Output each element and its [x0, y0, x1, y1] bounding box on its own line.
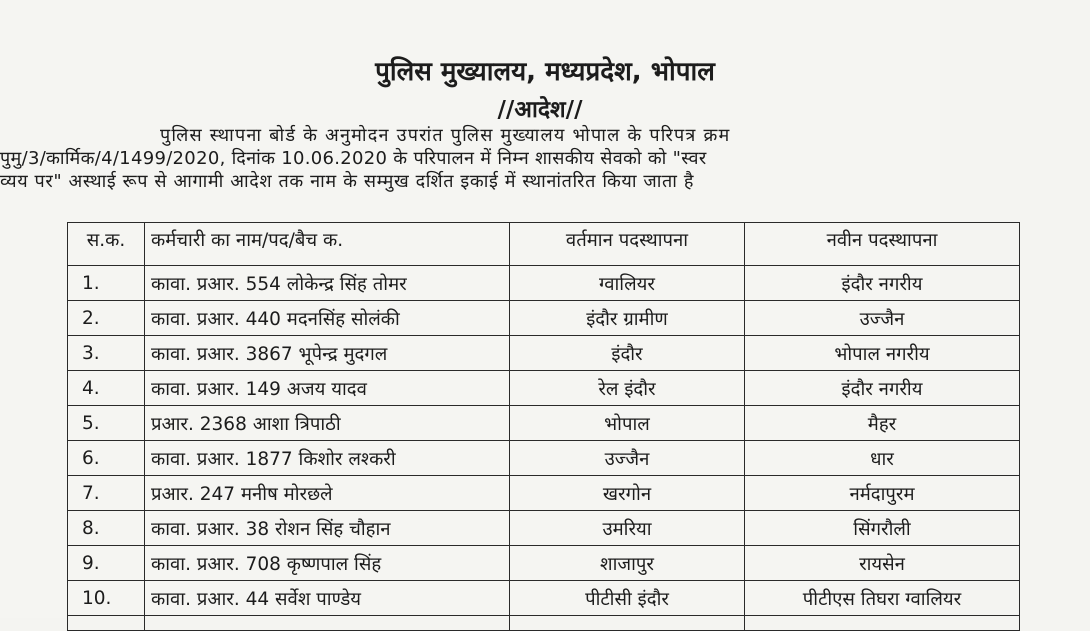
- header-employee: कर्मचारी का नाम/पद/बैच क.: [145, 223, 510, 266]
- table-row: [68, 406, 1020, 441]
- office-title: पुलिस मुख्यालय, मध्यप्रदेश, भोपाल: [375, 57, 715, 87]
- paragraph-line-3: व्यय पर" अस्थाई रूप से आगामी आदेश तक नाम के सम्मुख दर्शित इकाई में स्थानांतरित किया जाता है: [0, 171, 695, 192]
- row-serial: 9.: [68, 546, 145, 581]
- row-current-posting: उज्जैन: [510, 441, 745, 476]
- row-employee: कावा. प्रआर. 38 रोशन सिंह चौहान: [145, 511, 510, 546]
- paragraph-line-1: पुलिस स्थापना बोर्ड के अनुमोदन उपरांत पुलिस मुख्यालय भोपाल के परिपत्र क्रम: [160, 125, 731, 146]
- row-serial: 2.: [68, 301, 145, 336]
- row-new-posting: पीटीएस तिघरा ग्वालियर: [745, 581, 1020, 616]
- row-new-posting: रायसेन: [745, 546, 1020, 581]
- row-serial: 1.: [68, 266, 145, 301]
- row-serial: 5.: [68, 406, 145, 441]
- row-new-posting: धार: [745, 441, 1020, 476]
- table-row: [68, 336, 1020, 371]
- row-serial: 6.: [68, 441, 145, 476]
- table-row: [68, 581, 1020, 616]
- paragraph-line-2: पुमु/3/कार्मिक/4/1499/2020, दिनांक 10.06.2020 के परिपालन में निम्न शासकीय सेवको को "स्वर: [0, 148, 707, 169]
- order-paragraph: [0, 124, 940, 193]
- row-current-posting: खरगोन: [510, 476, 745, 511]
- table-row: [68, 301, 1020, 336]
- row-new-posting: भोपाल नगरीय: [745, 336, 1020, 371]
- transfer-table: [67, 222, 1020, 631]
- header-serial: स.क.: [68, 223, 145, 266]
- table-row-cut-off: [68, 616, 1020, 631]
- row-serial: 3.: [68, 336, 145, 371]
- row-employee: प्रआर. 247 मनीष मोरछले: [145, 476, 510, 511]
- row-employee: कावा. प्रआर. 149 अजय यादव: [145, 371, 510, 406]
- row-employee: कावा. प्रआर. 440 मदनसिंह सोलंकी: [145, 301, 510, 336]
- row-new-posting: सिंगरौली: [745, 511, 1020, 546]
- row-new-posting: उज्जैन: [745, 301, 1020, 336]
- row-employee: कावा. प्रआर. 554 लोकेन्द्र सिंह तोमर: [145, 266, 510, 301]
- order-heading: //आदेश//: [497, 97, 583, 123]
- row-current-posting: इंदौर ग्रामीण: [510, 301, 745, 336]
- row-new-posting: इंदौर नगरीय: [745, 266, 1020, 301]
- row-serial: 10.: [68, 581, 145, 616]
- row-employee: कावा. प्रआर. 708 कृष्णपाल सिंह: [145, 546, 510, 581]
- table-row: [68, 546, 1020, 581]
- row-current-posting: शाजापुर: [510, 546, 745, 581]
- table-row: [68, 476, 1020, 511]
- row-employee: कावा. प्रआर. 3867 भूपेन्द्र मुदगल: [145, 336, 510, 371]
- row-serial: 8.: [68, 511, 145, 546]
- row-serial: 4.: [68, 371, 145, 406]
- header-new-posting: नवीन पदस्थापना: [745, 223, 1020, 266]
- table-row: [68, 441, 1020, 476]
- row-employee: कावा. प्रआर. 44 सर्वेश पाण्डेय: [145, 581, 510, 616]
- row-employee: कावा. प्रआर. 1877 किशोर लश्करी: [145, 441, 510, 476]
- table-row: [68, 511, 1020, 546]
- table-row: [68, 266, 1020, 301]
- table-row: [68, 371, 1020, 406]
- row-new-posting: नर्मदापुरम: [745, 476, 1020, 511]
- row-new-posting: इंदौर नगरीय: [745, 371, 1020, 406]
- row-employee: प्रआर. 2368 आशा त्रिपाठी: [145, 406, 510, 441]
- row-current-posting: रेल इंदौर: [510, 371, 745, 406]
- table-header-row: [68, 223, 1020, 266]
- row-current-posting: भोपाल: [510, 406, 745, 441]
- row-current-posting: पीटीसी इंदौर: [510, 581, 745, 616]
- row-current-posting: ग्वालियर: [510, 266, 745, 301]
- row-new-posting: मैहर: [745, 406, 1020, 441]
- header-current-posting: वर्तमान पदस्थापना: [510, 223, 745, 266]
- row-serial: 7.: [68, 476, 145, 511]
- row-current-posting: इंदौर: [510, 336, 745, 371]
- row-current-posting: उमरिया: [510, 511, 745, 546]
